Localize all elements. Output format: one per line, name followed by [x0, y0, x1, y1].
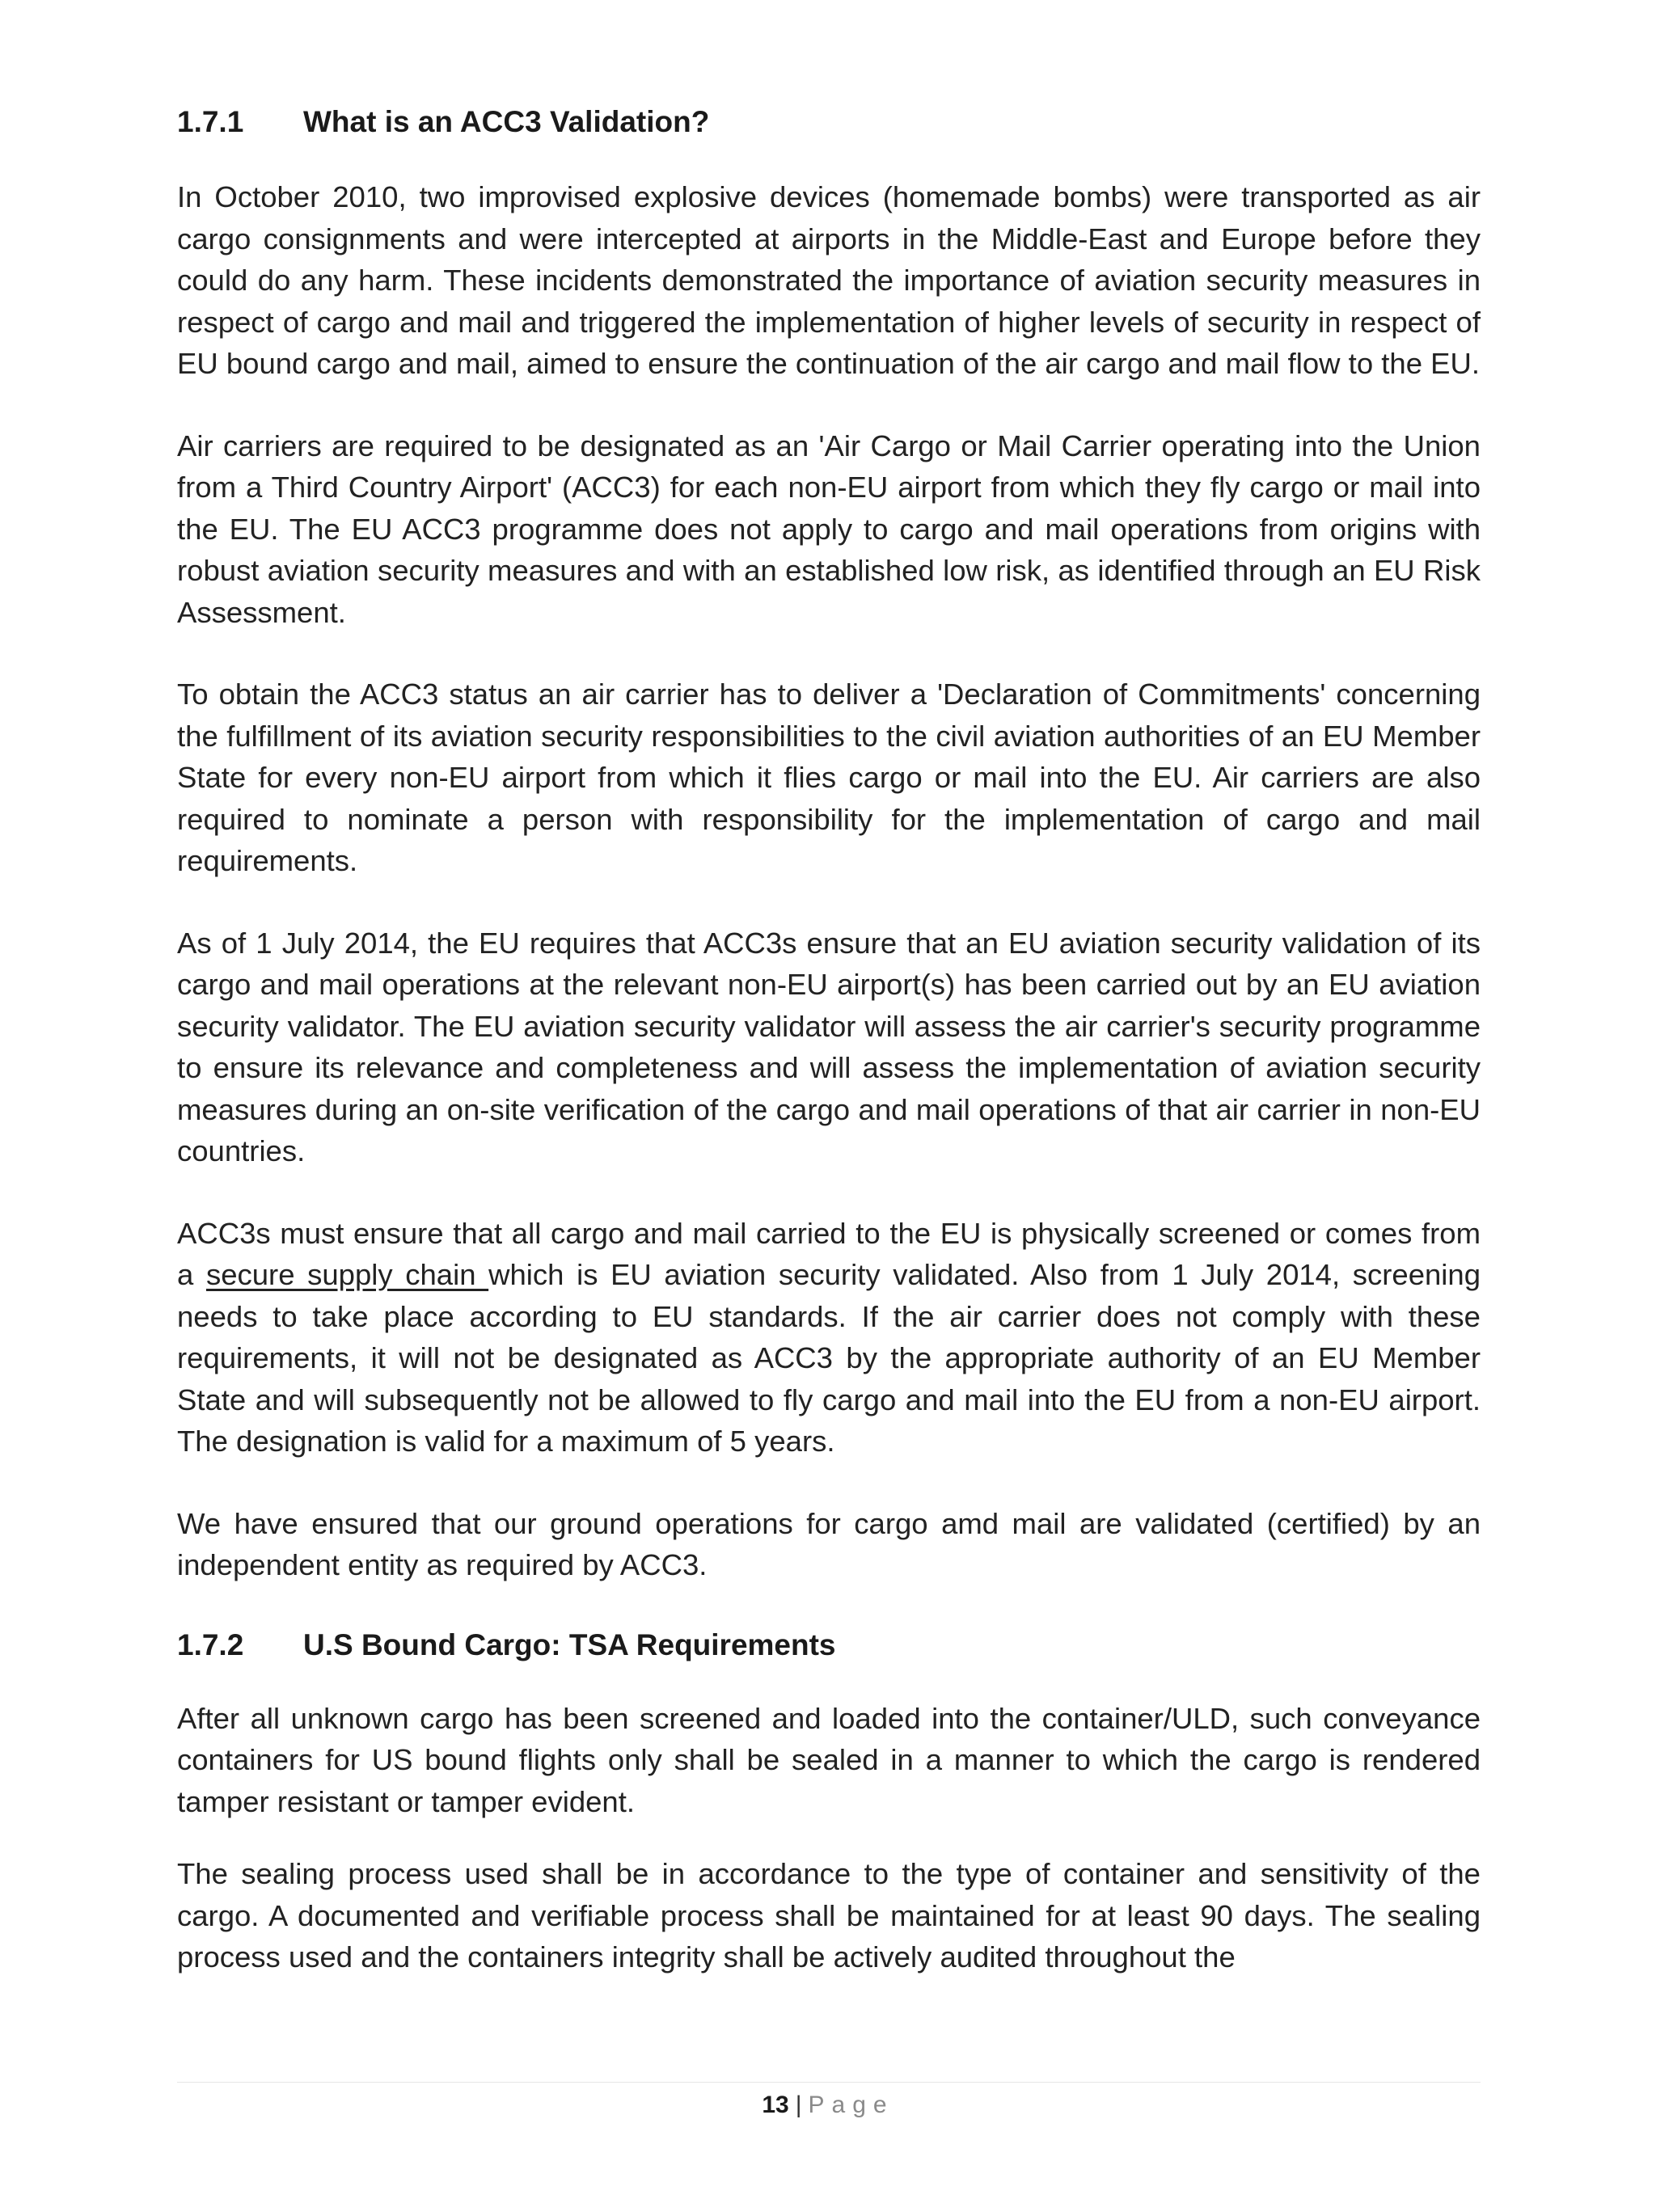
section-title: U.S Bound Cargo: TSA Requirements [303, 1627, 836, 1661]
paragraph-7: After all unknown cargo has been screened and loaded into the container/ULD, such conveyance containers for US bound flights only shall be sealed in a manner to which the cargo is rendered tamper resistant or tamper evident. [177, 1701, 1481, 1818]
paragraph-5 [177, 1213, 1481, 1463]
section-heading-1-7-2 [177, 1627, 1481, 1664]
paragraph-5-text-start: ACC3s must ensure that all cargo and mail carried to the EU is physically screened or comes from a [177, 1216, 1481, 1291]
section-heading-1-7-1 [177, 103, 1481, 141]
page-label: Page [808, 2092, 894, 2118]
paragraph-5-text-end: which is EU aviation security validated. Also from 1 July 2014, screening needs to take place according to EU standards. If the air carrier does not comply with these requirements, it will not be designated as ACC3 by the appropriate authority of an EU Member State and will subsequently not be allowed to fly cargo and mail into the EU from a non-EU airport. The designation is valid for a maximum of 5 years. [177, 1258, 1481, 1458]
paragraph-4: As of 1 July 2014, the EU requires that ACC3s ensure that an EU aviation security validation of its cargo and mail operations at the relevant non-EU airport(s) has been carried out by an EU aviation security validator. The EU aviation security validator will assess the air carrier's security programme to ensure its relevance and completeness and will assess the implementation of aviation security measures during an on-site verification of the cargo and mail operations of that air carrier in non-EU countries. [177, 926, 1481, 1167]
paragraph-8: The sealing process used shall be in accordance to the type of container and sensitivity of the cargo. A documented and verifiable process shall be maintained for at least 90 days. The sealing process used and the containers integrity shall be actively audited throughout the [177, 1857, 1481, 1973]
paragraph-3: To obtain the ACC3 status an air carrier has to deliver a 'Declaration of Commitments' concerning the fulfillment of its aviation security responsibilities to the civil aviation authorities of an EU Member State for every non-EU airport from which it flies cargo or mail into the EU. Air carriers are also required to nominate a person with responsibility for the implementation of cargo and mail requirements. [177, 678, 1481, 877]
paragraph-2: Air carriers are required to be designated as an 'Air Cargo or Mail Carrier operating into the Union from a Third Country Airport' (ACC3) for each non-EU airport from which they fly cargo or mail into the EU. The EU ACC3 programme does not apply to cargo and mail operations from origins with robust aviation security measures and with an established low risk, as identified through an EU Risk Assessment. [177, 428, 1481, 629]
paragraph-1: In October 2010, two improvised explosive devices (homemade bombs) were transported as air cargo consignments and were intercepted at airports in the Middle-East and Europe before they could do any harm. These incidents demonstrated the importance of aviation security measures in respect of cargo and mail and triggered the implementation of higher levels of security in respect of EU bound cargo and mail, aimed to ensure the continuation of the air cargo and mail flow to the EU. [177, 180, 1481, 380]
page-number: 13 [762, 2092, 789, 2118]
paragraph-6: We have ensured that our ground operations for cargo amd mail are validated (certified) by an independent entity as required by ACC3. [177, 1506, 1481, 1581]
page-footer [0, 2089, 1656, 2121]
secure-supply-chain-link[interactable]: secure supply chain [205, 1258, 489, 1291]
footer-separator: | [795, 2092, 802, 2118]
section-title: What is an ACC3 Validation? [303, 105, 710, 138]
section-number: 1.7.1 [177, 105, 244, 138]
footer-divider [177, 2082, 1481, 2083]
section-number: 1.7.2 [177, 1627, 244, 1661]
page-content [177, 103, 1481, 1978]
